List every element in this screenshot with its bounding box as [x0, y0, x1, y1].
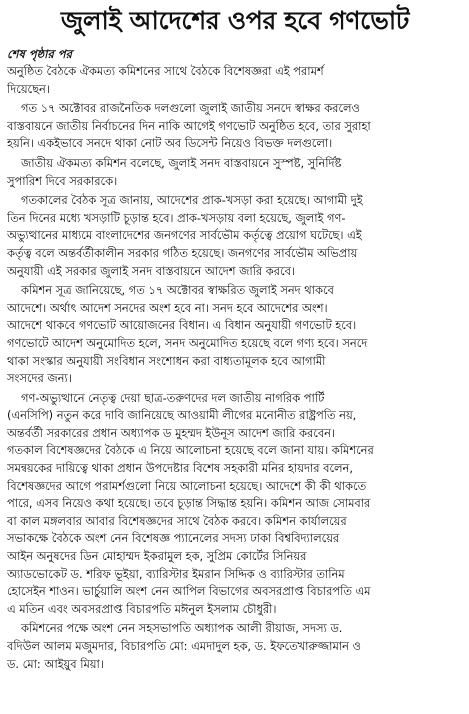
text-line: আদেশে থাকবে গণভোট আয়োজনের বিধান। এ বিধান অনুযায়ী গণভোট হবে। [7, 318, 357, 333]
paragraph [7, 282, 463, 388]
paragraph [7, 620, 463, 673]
headline: জুলাই আদেশের ওপর হবে গণভোট [60, 6, 410, 35]
paragraph [7, 100, 463, 153]
text-line: (এনসিপি) নতুন করে দাবি জানিয়েছে আওয়ামী লীগের মনোনীত রাষ্ট্রপতি নয়, [7, 408, 357, 423]
text-line: সভাকক্ষে বৈঠকে অংশ নেন বিশেষজ্ঞ প্যানেলের সদস্য ঢাকা বিশ্ববিদ্যালয়ের [7, 531, 340, 546]
text-line: কর্তৃত্ব বলে অন্তর্বর্তীকালীন সরকার গঠিত হয়েছে। জনগণের সার্বভৌম অভিপ্রায় [7, 245, 358, 260]
paragraph [7, 390, 463, 619]
text-line: অনুযায়ী এই সরকার জুলাই সনদ বাস্তবায়নে আদেশ জারি করবে। [7, 263, 295, 278]
text-line: গত ১৭ অক্টোবর রাজনৈতিক দলগুলো জুলাই জাতীয় সনদে স্বাক্ষর করলেও [21, 101, 360, 116]
text-line: সংসদের জন্য। [7, 371, 72, 386]
text-line: জাতীয় ঐকমত্য কমিশন বলেছে, জুলাই সনদ বাস্তবায়নে সুস্পষ্ট, সুনির্দিষ্ট [21, 155, 342, 170]
paragraph [7, 155, 463, 190]
text-line: অন্তর্বর্তী সরকারের প্রধান অধ্যাপক ড মুহম্মদ ইউনূস আদেশ জারি করবেন। [7, 425, 336, 440]
text-line: বাস্তবায়নে জাতীয় নির্বাচনের দিন নাকি আগেই গণভোট অনুষ্ঠিত হবে, তার সুরাহা [7, 118, 371, 133]
text-line: অভ্যুত্থানের মাধ্যমে বাংলাদেশের জনগণের সার্বভৌম কর্তৃত্বে প্রয়োগ ঘটেছে। এই [7, 228, 362, 243]
text-line: অনুষ্ঠিত বৈঠকে ঐকমত্য কমিশনের সাথে বৈঠকে বিশেষজ্ঞরা এই পরামর্শ [7, 64, 324, 78]
text-line: ড. মো: আইয়ুব মিয়া। [7, 656, 104, 671]
continued-label: শেষ পৃষ্ঠার পর [7, 47, 72, 61]
text-line: বিশেষজ্ঞদের আগে পরামর্শগুলো নিয়ে আলোচনা হয়েছে। আদেশে কী কী থাকতে [7, 478, 367, 493]
text-line: সুপারিশ দিবে সরকারকে। [7, 173, 118, 188]
text-line: এ মতিন এবং অবসরপ্রাপ্ত বিচারপতি মঈনুল ইসলাম চৌধুরী। [7, 601, 277, 616]
text-line: গতকাল বিশেষজ্ঞদের বৈঠকে এ নিয়ে আলোচনা হয়েছে বলে জানা যায়। কমিশনের [7, 443, 374, 458]
paragraph [7, 63, 463, 98]
text-line: বা কাল মঙ্গলবার আবার বিশেষজ্ঞদের সাথে বৈঠক করবে। কমিশন কার্যালয়ের [7, 513, 347, 528]
text-line: আইন অনুষদের ডিন মোহাম্মদ ইকরামুল হক, সুপ্রিম কোর্টের সিনিয়র [7, 549, 307, 564]
text-line: গতকালের বৈঠক সূত্র জানায়, আদেশের প্রাক-খসড়া করা হয়েছে। আগামী দুই [21, 193, 363, 208]
text-line: অ্যাডভোকেট ড. শরিফ ভূইয়া, ব্যারিস্টার ইমরান সিদ্দিক ও ব্যারিস্টার তানিম [7, 566, 345, 581]
text-line: হোসেইন শাওন। ভার্চুয়ালি অংশ নেন আপিল বিভাগের অবসরপ্রাপ্ত বিচারপতি এম [7, 584, 371, 599]
text-line: হয়নি। একইভাবে সনদে থাকা নোট অব ডিসেন্ট নিয়েও বিভক্ত দলগুলো। [7, 136, 333, 151]
text-line: পারে, এসব নিয়েও কথা হয়েছে। তবে চূড়ান্ত সিদ্ধান্ত হয়নি। কমিশন আজ সোমবার [7, 496, 371, 511]
text-line: কমিশন সূত্র জানিয়েছে, গত ১৭ অক্টোবর স্বাক্ষরিত জুলাই সনদ থাকবে [21, 283, 334, 298]
article-body [7, 63, 463, 673]
text-line: বদিউল আলম মজুমদার, বিচারপতি মো: এমদাদুল হক, ড. ইফতেখারুজ্জামান ও [7, 639, 361, 653]
text-line: থাকা সংস্কার অনুযায়ী সংবিধান সংশোধন করা বাধ্যতামূলক হবে আগামী [7, 353, 326, 368]
text-line: সমন্বয়কের দায়িত্বে থাকা প্রধান উপদেষ্টার বিশেষ সহকারী মনির হায়দার বলেন, [7, 461, 353, 476]
text-line: দিয়েছেন। [7, 81, 50, 96]
text-line: গণভোটে আদেশ অনুমোদিত হলে, সনদ অনুমোদিত হয়েছে বলে গণ্য হবে। সনদে [7, 335, 368, 350]
text-line: কমিশনের পক্ষে অংশ নেন সহসভাপতি অধ্যাপক আলী রীয়াজ, সদস্য ড. [21, 621, 343, 636]
text-line: আদেশে। অর্থাৎ আদেশ সনদের অংশ হবে না। সনদ হবে আদেশের অংশ। [7, 300, 328, 315]
text-line: গণ-অভ্যুত্থানে নেতৃত্ব দেয়া ছাত্র-তরুণদের দল জাতীয় নাগরিক পার্টি [21, 390, 325, 405]
paragraph [7, 192, 463, 280]
text-line: তিন দিনের মধ্যে খসড়াটি চূড়ান্ত হবে। প্রাক-খসড়ায় বলা হয়েছে, জুলাই গণ- [7, 210, 346, 225]
